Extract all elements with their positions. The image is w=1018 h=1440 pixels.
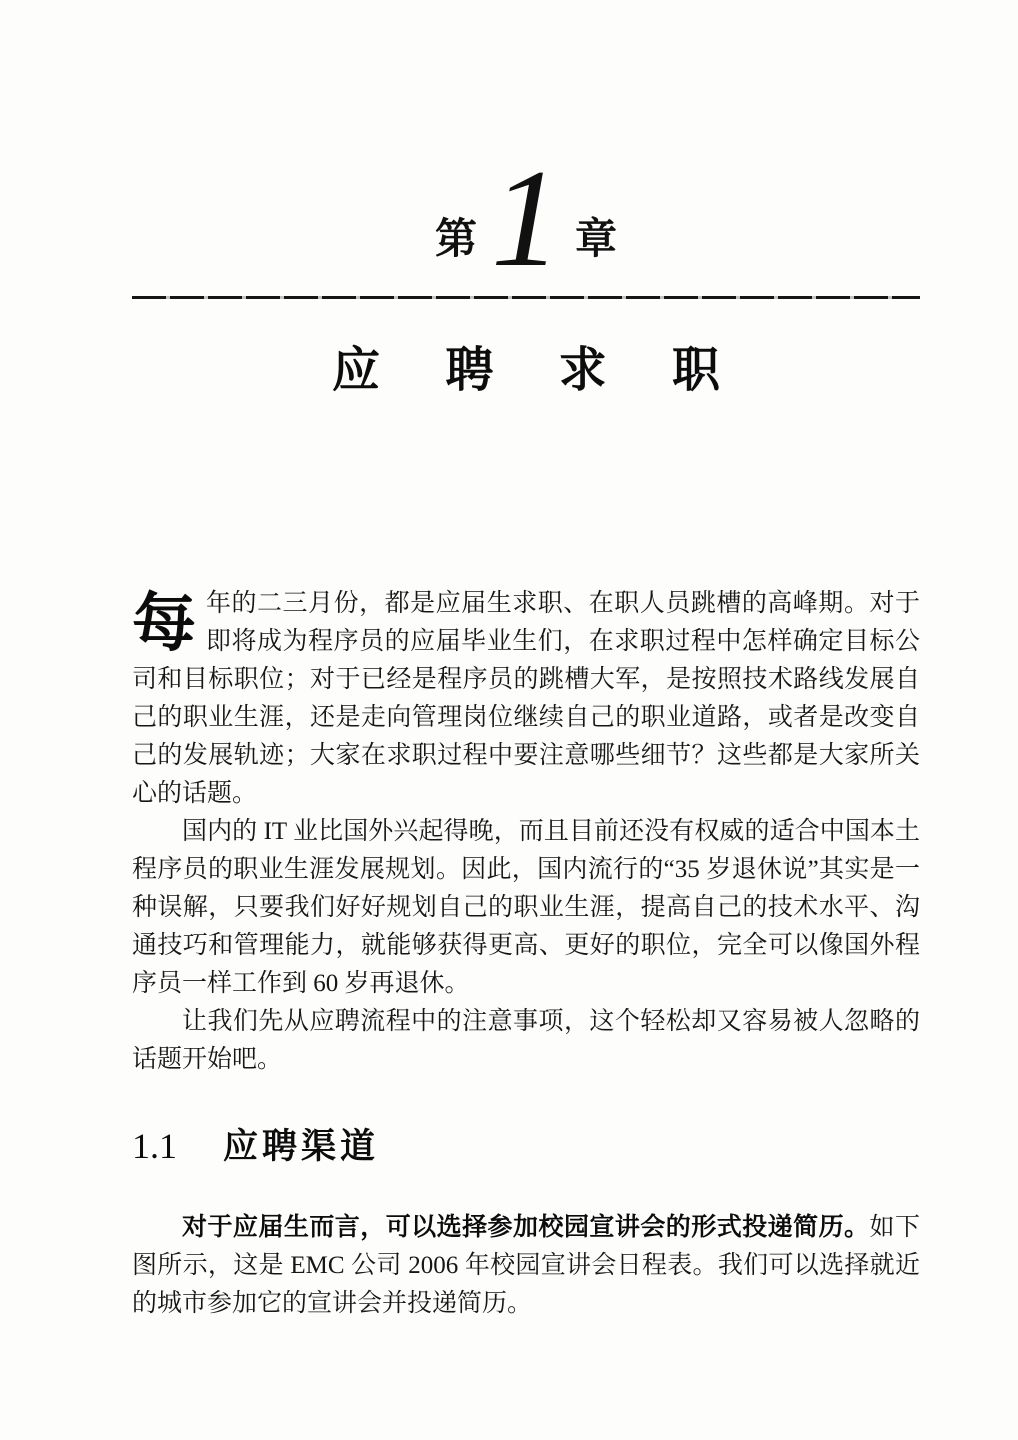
paragraph-3: 让我们先从应聘流程中的注意事项，这个轻松却又容易被人忽略的话题开始吧。: [132, 1008, 920, 1073]
page-content: [132, 0, 920, 1323]
chapter-number: 1: [491, 141, 561, 296]
paragraph-1-text: 年的二三月份，都是应届生求职、在职人员跳槽的高峰期。对于即将成为程序员的应届毕业生们，在求职过程中怎样确定目标公司和目标职位；对于已经是程序员的跳槽大军，是按照技术路线发展自己的职业生涯，还是走向管理岗位继续自己的职业道路，或者是改变自己的发展轨迹；大家在求职过程中要注意哪些细节？这些都是大家所关心的话题。: [132, 590, 920, 807]
chapter-title: 应 聘 求 职: [331, 344, 746, 397]
paragraph-2: 国内的 IT 业比国外兴起得晚，而且目前还没有权威的适合中国本土程序员的职业生涯发展规划。因此，国内流行的“35 岁退休说”其实是一种误解，只要我们好好规划自己的职业生涯，提高自己的技术水平、沟通技巧和管理能力，就能够获得更高、更好的职位，完全可以像国外程序员一样工作到 60 岁再退休。: [132, 818, 920, 997]
chapter-suffix-label: 章: [575, 215, 618, 262]
chapter-prefix-label: 第: [434, 215, 477, 262]
chapter-divider-rule: [132, 296, 920, 299]
section-heading: [132, 1127, 920, 1166]
paragraph-4-text: 如下图所示，这是 EMC 公司 2006 年校园宣讲会日程表。我们可以选择就近的城市参加它的宣讲会并投递简历。: [132, 1214, 920, 1317]
dropcap-character: 每: [132, 587, 196, 659]
paragraph-4: [132, 1208, 920, 1323]
paragraph-4-bold-lead: 对于应届生而言，可以选择参加校园宣讲会的形式投递简历。: [182, 1213, 870, 1241]
section-title: 应聘渠道: [223, 1127, 380, 1166]
body-text: [132, 585, 920, 1323]
section-number: 1.1: [132, 1126, 177, 1166]
paragraph-1: [132, 585, 920, 813]
chapter-heading: [132, 141, 920, 296]
